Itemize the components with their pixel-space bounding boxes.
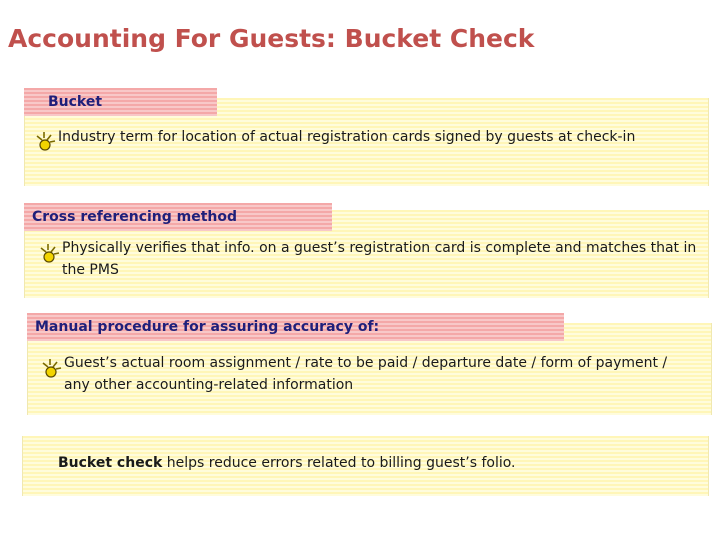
bucket-label: Bucket bbox=[24, 88, 217, 116]
cross-referencing-text-line-1: Physically verifies that info. on a guest’s registration card is complete and matches that in bbox=[62, 240, 697, 256]
bucket-check-summary-text bbox=[58, 452, 516, 474]
bucket-check-summary-rest: helps reduce errors related to billing guest’s folio. bbox=[162, 455, 516, 471]
manual-procedure-text-line-2: any other accounting-related information bbox=[64, 377, 354, 393]
manual-procedure-text-line-1: Guest’s actual room assignment / rate to be paid / departure date / form of payment / bbox=[64, 355, 668, 371]
sparkle-bullet-icon bbox=[40, 358, 62, 378]
sparkle-bullet-icon bbox=[34, 131, 56, 151]
bucket-definition-text: Industry term for location of actual registration cards signed by guests at check-in bbox=[58, 129, 636, 145]
bucket-check-term: Bucket check bbox=[58, 455, 163, 471]
manual-procedure-label: Manual procedure for assuring accuracy of: bbox=[27, 313, 564, 341]
page-title: Accounting For Guests: Bucket Check bbox=[8, 24, 535, 53]
cross-referencing-text-line-2: the PMS bbox=[62, 262, 119, 278]
cross-referencing-label: Cross referencing method bbox=[24, 203, 332, 231]
sparkle-bullet-icon bbox=[38, 243, 60, 263]
